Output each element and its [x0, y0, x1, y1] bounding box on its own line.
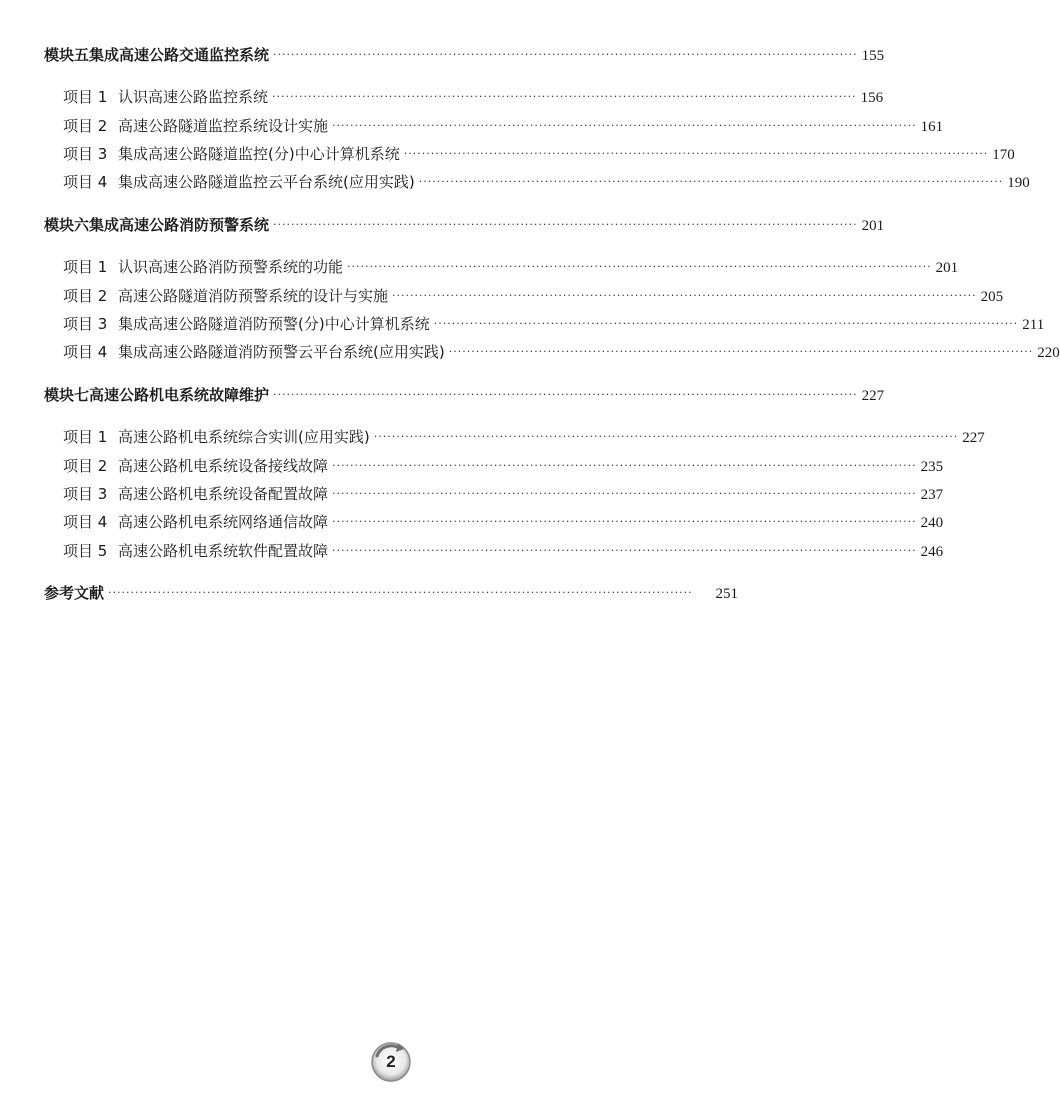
page-reference: 201 [935, 260, 959, 276]
toc-item[interactable] [63, 115, 944, 137]
dot-leader: ·································································································································· [273, 218, 858, 231]
item-number: 项目 1 [63, 258, 108, 276]
item-title: 高速公路隧道监控系统设计实施 [118, 117, 329, 135]
page-reference: 246 [920, 544, 944, 560]
item-title: 认识高速公路消防预警系统的功能 [118, 258, 344, 276]
toc-item[interactable] [63, 341, 1060, 363]
item-title: 集成高速公路隧道消防预警(分)中心计算机系统 [118, 315, 430, 333]
item-number: 项目 5 [63, 542, 108, 560]
item-title: 高速公路机电系统综合实训(应用实践) [118, 428, 370, 446]
page-reference: 227 [861, 388, 885, 404]
page-reference: 156 [860, 90, 884, 106]
page-reference: 170 [992, 147, 1015, 163]
page-reference: 190 [1007, 175, 1030, 191]
dot-leader: ·································································································································· [418, 175, 1004, 188]
page-reference: 240 [920, 515, 944, 531]
toc-item[interactable] [63, 511, 944, 533]
item-title: 高速公路机电系统网络通信故障 [118, 513, 329, 531]
toc-item[interactable] [63, 86, 884, 108]
toc-references[interactable] [44, 582, 738, 604]
item-number: 项目 4 [63, 173, 108, 191]
page-reference: 220 [1037, 345, 1060, 361]
item-number: 项目 3 [63, 145, 108, 163]
dot-leader: ·································································································································· [332, 459, 917, 472]
dot-leader: ·································································································································· [392, 289, 977, 302]
dot-leader: ·································································································································· [108, 586, 693, 599]
dot-leader: ·································································································································· [272, 90, 857, 103]
toc-module-5[interactable] [44, 44, 885, 66]
dot-leader: ·································································································································· [347, 260, 932, 273]
module-title: 高速公路机电系统故障维护 [89, 386, 270, 404]
page-reference: 201 [861, 218, 885, 234]
item-number: 项目 2 [63, 287, 108, 305]
item-title: 集成高速公路隧道消防预警云平台系统(应用实践) [118, 343, 445, 361]
item-title: 集成高速公路隧道监控(分)中心计算机系统 [118, 145, 400, 163]
page-reference: 235 [920, 459, 944, 475]
module-number: 模块五 [44, 46, 90, 64]
module-title: 集成高速公路消防预警系统 [89, 216, 270, 234]
item-title: 高速公路机电系统设备接线故障 [118, 457, 329, 475]
page-reference: 155 [861, 48, 885, 64]
item-title: 高速公路隧道消防预警系统的设计与实施 [118, 287, 389, 305]
module-number: 模块七 [44, 386, 90, 404]
item-number: 项目 2 [63, 457, 108, 475]
item-title: 集成高速公路隧道监控云平台系统(应用实践) [118, 173, 415, 191]
module-number: 模块六 [44, 216, 90, 234]
dot-leader: ·································································································································· [332, 487, 917, 500]
dot-leader: ·································································································································· [433, 317, 1019, 330]
dot-leader: ·································································································································· [373, 430, 959, 443]
toc-item[interactable] [63, 285, 1004, 307]
toc-item[interactable] [63, 426, 985, 448]
page-reference: 227 [962, 430, 985, 446]
item-number: 项目 4 [63, 343, 108, 361]
toc-item[interactable] [63, 313, 1045, 335]
dot-leader: ·································································································································· [448, 345, 1034, 358]
item-title: 高速公路机电系统设备配置故障 [118, 485, 329, 503]
dot-leader: ·································································································································· [273, 48, 858, 61]
page-reference: 251 [715, 586, 738, 602]
toc-item[interactable] [63, 256, 959, 278]
dot-leader: ·································································································································· [332, 515, 917, 528]
page-reference: 205 [980, 289, 1004, 305]
toc-item[interactable] [63, 540, 944, 562]
page-reference: 237 [920, 487, 944, 503]
item-title: 高速公路机电系统软件配置故障 [118, 542, 329, 560]
item-number: 项目 1 [63, 428, 108, 446]
toc-item[interactable] [63, 143, 1015, 165]
toc-module-6[interactable] [44, 214, 885, 236]
toc-item[interactable] [63, 171, 1030, 193]
item-number: 项目 3 [63, 485, 108, 503]
item-number: 项目 4 [63, 513, 108, 531]
dot-leader: ·································································································································· [332, 544, 917, 557]
page-number: 2 [386, 1052, 396, 1071]
page-reference: 161 [920, 119, 944, 135]
module-title: 集成高速公路交通监控系统 [89, 46, 270, 64]
page-reference: 211 [1022, 317, 1045, 333]
dot-leader: ·································································································································· [403, 147, 989, 160]
references-title: 参考文献 [44, 584, 105, 602]
dot-leader: ·································································································································· [273, 388, 858, 401]
item-number: 项目 2 [63, 117, 108, 135]
toc-item[interactable] [63, 455, 944, 477]
toc-module-7[interactable] [44, 384, 885, 406]
toc-item[interactable] [63, 483, 944, 505]
item-title: 认识高速公路监控系统 [118, 88, 269, 106]
dot-leader: ·································································································································· [332, 119, 917, 132]
item-number: 项目 3 [63, 315, 108, 333]
item-number: 项目 1 [63, 88, 108, 106]
